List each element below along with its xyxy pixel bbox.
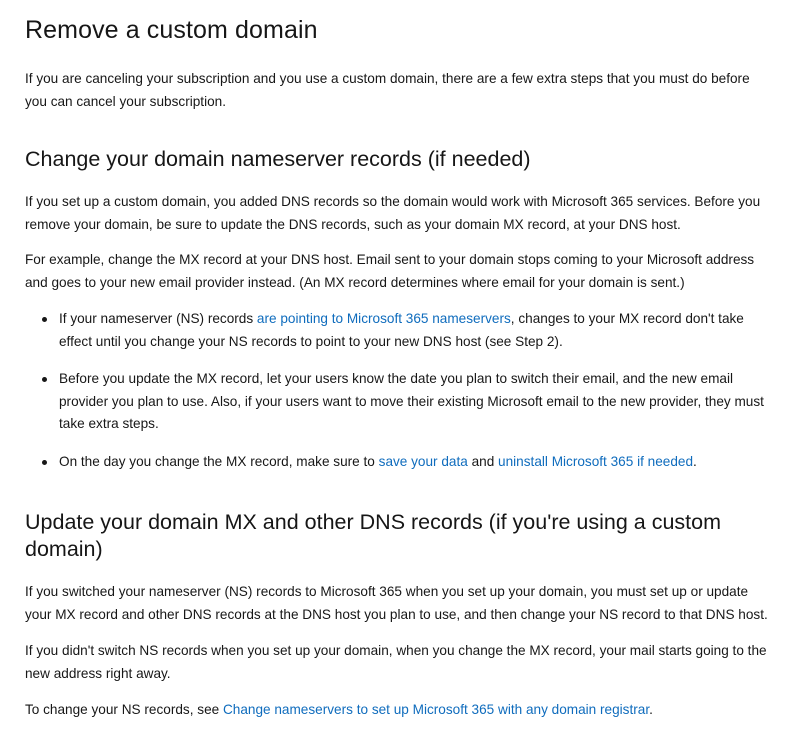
list-item <box>59 451 774 474</box>
link-change-nameservers[interactable]: Change nameservers to set up Microsoft 365 with any domain registrar <box>222 702 650 717</box>
bullet-text: Before you update the MX record, let your users know the date you plan to switch their email, and the new email provider you plan to use. Also, if your users want to move their existing Microsoft email to the new provider, they must take extra steps. <box>59 371 764 431</box>
intro-paragraph: If you are canceling your subscription and you use a custom domain, there are a few extra steps that you must do before you can cancel your subscription. <box>25 71 750 109</box>
paragraph-mx-example: For example, change the MX record at your DNS host. Email sent to your domain stops coming to your Microsoft address and goes to your new email provider instead. (An MX record determines where email for your domain is sent.) <box>25 252 755 290</box>
list-item <box>59 308 774 353</box>
paragraph-didnt-switch-ns: If you didn't switch NS records when you set up your domain, when you change the MX record, your mail starts going to the new address right away. <box>25 643 767 681</box>
paragraph-change-ns <box>25 699 774 722</box>
link-microsoft-nameservers[interactable]: are pointing to Microsoft 365 nameservers <box>256 311 511 326</box>
heading-update-mx-records: Update your domain MX and other DNS records (if you're using a custom domain) <box>25 510 722 561</box>
bullet-text: . <box>693 453 697 469</box>
bullet-text: On the day you change the MX record, make sure to <box>59 453 379 469</box>
bullet-text: and <box>467 453 499 469</box>
paragraph-dns-records: If you set up a custom domain, you added DNS records so the domain would work with Microsoft 365 services. Before you remove your domain, be sure to update the DNS records, such as your domain MX record, at your DNS host. <box>25 194 761 232</box>
heading-change-nameserver-records: Change your domain nameserver records (if needed) <box>25 147 531 171</box>
paragraph-text: . <box>649 702 653 717</box>
link-save-your-data[interactable]: save your data <box>378 453 468 469</box>
paragraph-text: To change your NS records, see <box>25 702 223 717</box>
bullet-text: If your nameserver (NS) records <box>59 311 257 326</box>
bullet-text: , changes to your MX record don't take effect until you change your NS records to point to your new DNS host (see Step 2). <box>59 311 744 349</box>
list-item <box>59 368 774 436</box>
paragraph-switched-ns: If you switched your nameserver (NS) records to Microsoft 365 when you set up your domain, you must set up or update your MX record and other DNS records at the DNS host you plan to use, and then change your NS record to that DNS host. <box>25 584 768 622</box>
link-uninstall-microsoft-365[interactable]: uninstall Microsoft 365 if needed <box>498 453 694 469</box>
bullet-list <box>25 308 774 473</box>
heading-remove-custom-domain: Remove a custom domain <box>25 16 318 44</box>
